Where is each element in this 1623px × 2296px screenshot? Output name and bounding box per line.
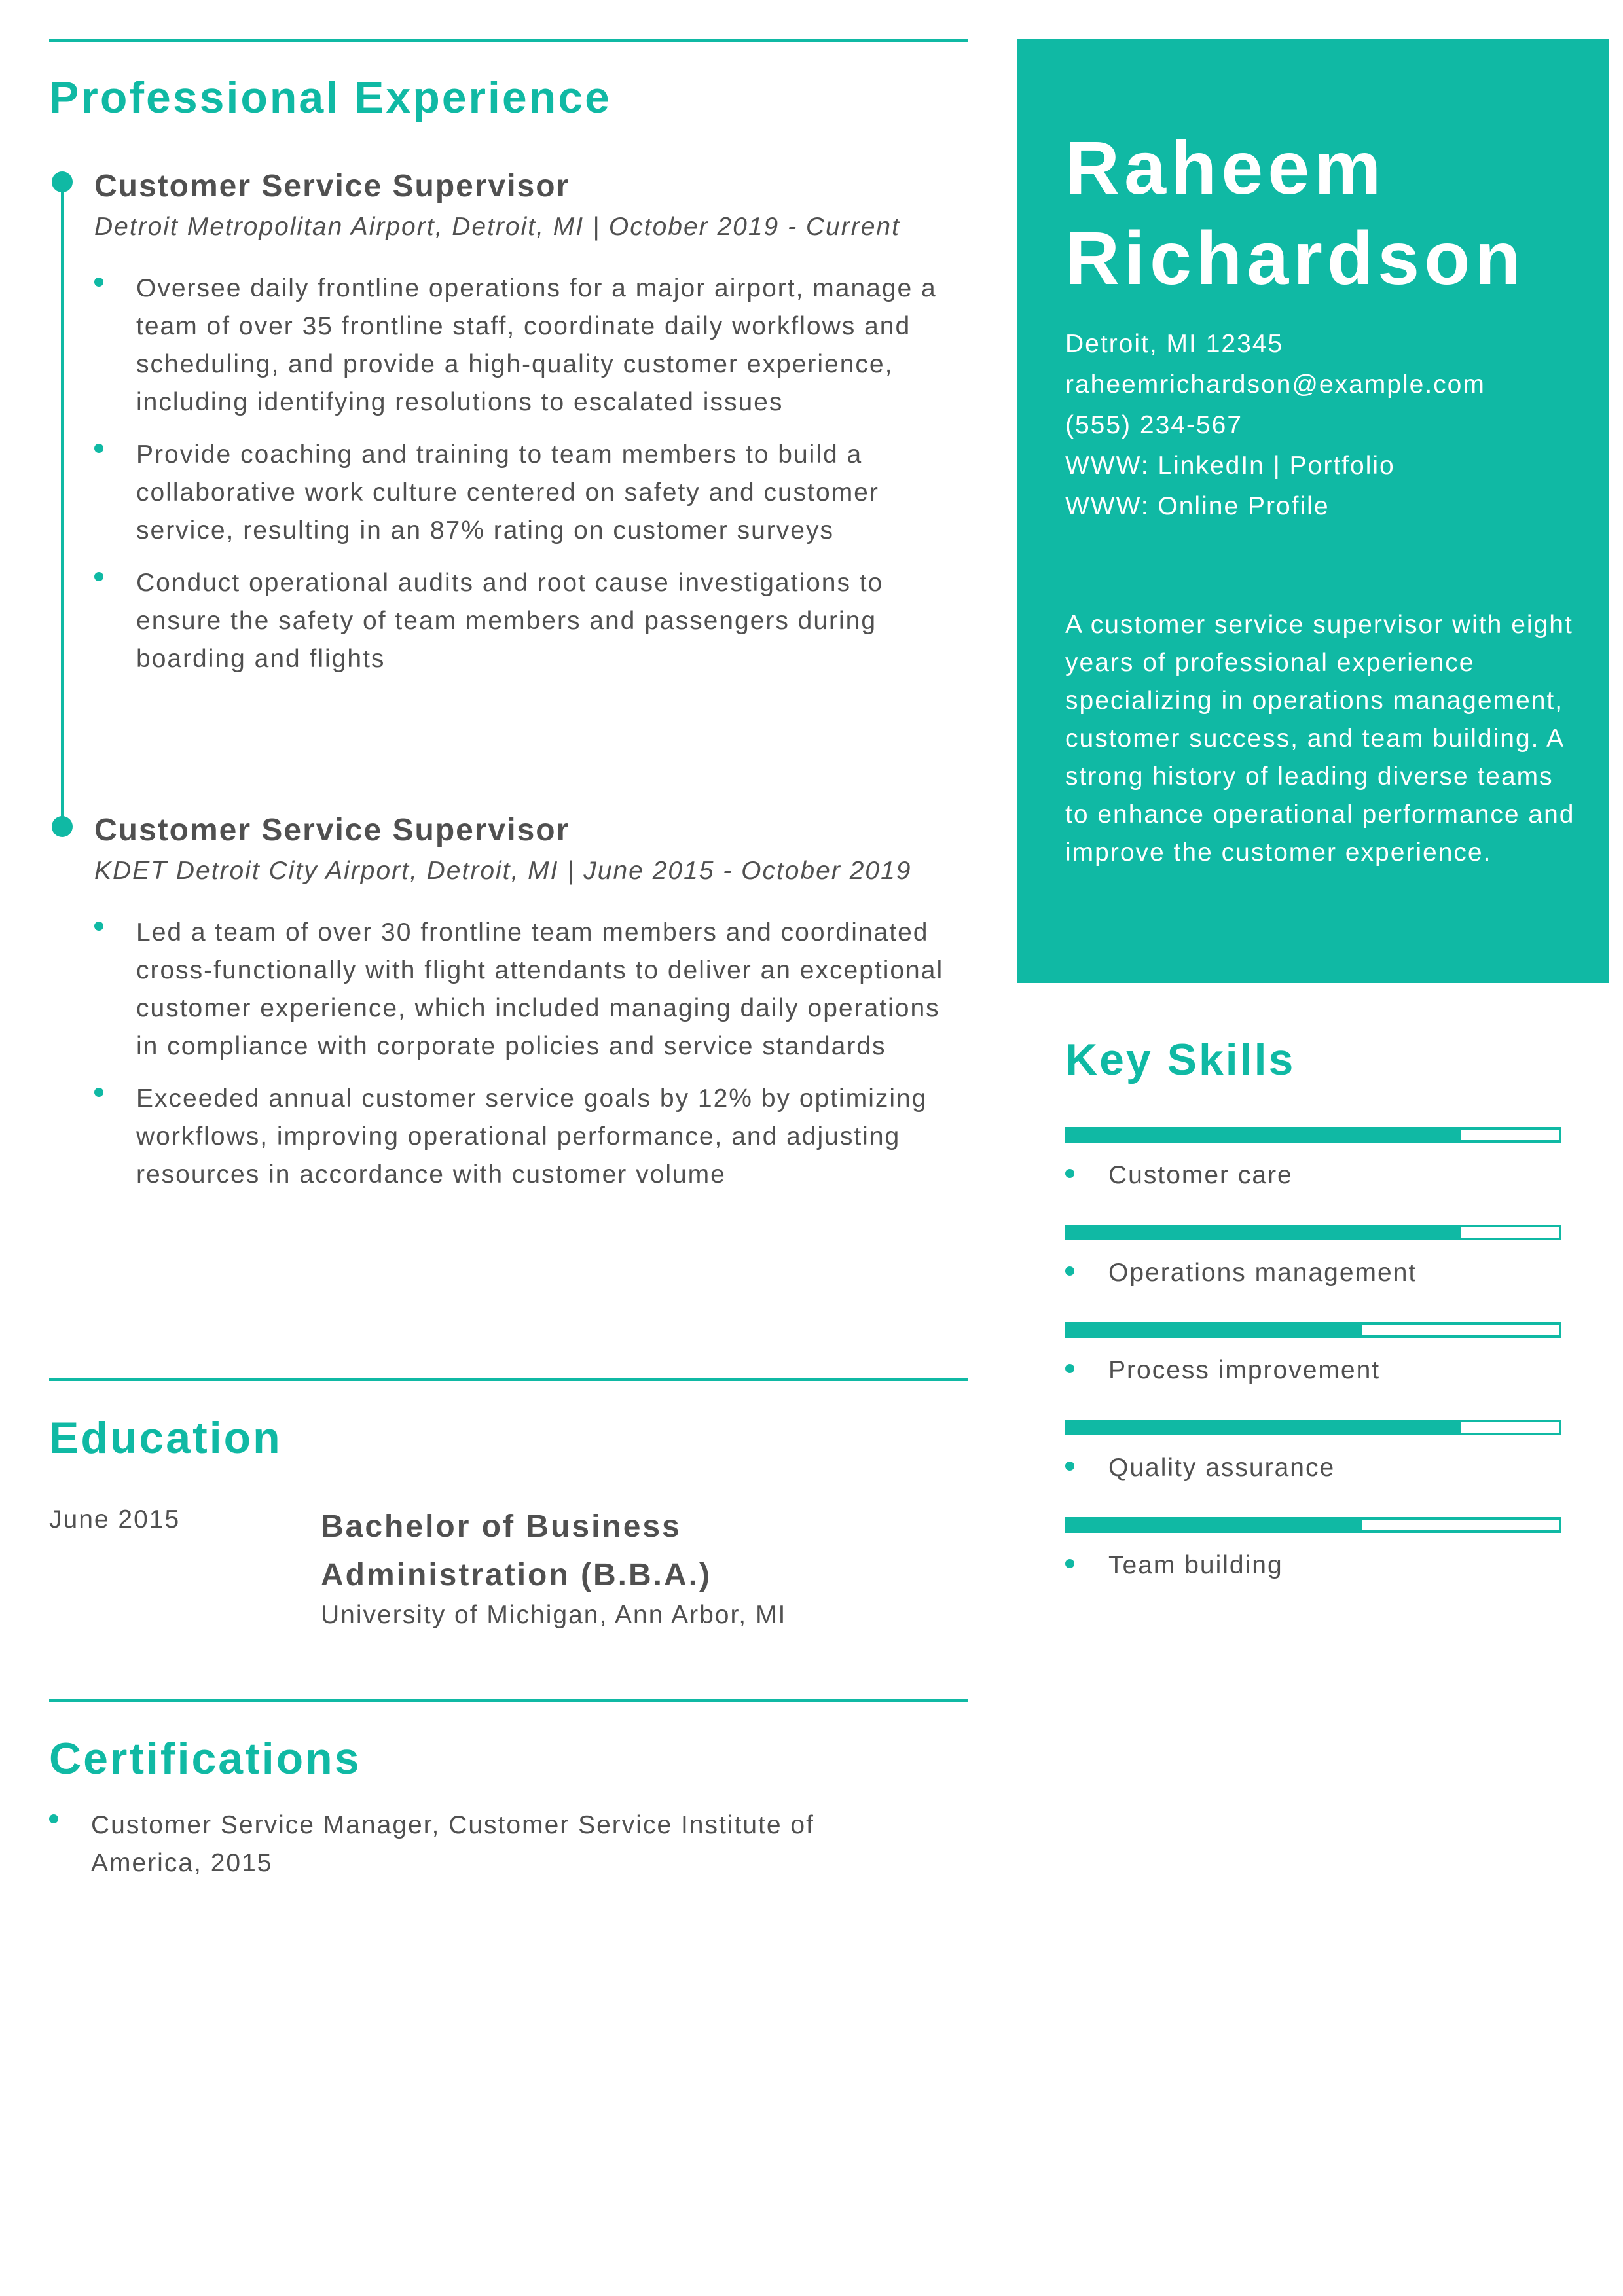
profile-panel [1017, 39, 1609, 983]
contact-info [1065, 324, 1486, 527]
skill-item [1065, 1225, 1563, 1287]
bullet-icon [94, 922, 103, 931]
skill-item [1065, 1322, 1563, 1385]
bullet-icon [49, 1814, 58, 1823]
skill-label: Customer care [1065, 1161, 1563, 1190]
skill-label: Team building [1065, 1551, 1563, 1580]
skill-level-bar [1065, 1225, 1561, 1240]
education-heading: Education [49, 1413, 282, 1463]
skill-item [1065, 1127, 1563, 1190]
divider [49, 39, 968, 42]
skill-label: Operations management [1065, 1259, 1563, 1287]
list-item: Exceeded annual customer service goals by 12% by optimizing workflows, improving operational performance, and adjusting resources in accordance with customer volume [94, 1080, 968, 1194]
divider [49, 1378, 968, 1381]
divider [49, 1699, 968, 1702]
job-meta: KDET Detroit City Airport, Detroit, MI | June 2015 - October 2019 [94, 857, 912, 885]
experience-heading: Professional Experience [49, 73, 611, 122]
skill-label: Process improvement [1065, 1356, 1563, 1385]
phone-text: (555) 234-567 [1065, 411, 1243, 439]
web-links[interactable]: WWW: LinkedIn | Portfolio [1065, 452, 1395, 480]
skill-level-fill [1068, 1520, 1362, 1530]
bullet-icon [94, 572, 103, 581]
list-item: Oversee daily frontline operations for a major airport, manage a team of over 35 frontline staff, coordinate daily workflows and scheduling, and provide a high-quality customer experience, including identifying resolutions to escalated issues [94, 270, 968, 422]
skill-level-bar [1065, 1420, 1561, 1435]
bullet-icon [94, 278, 103, 287]
bullet-icon [1065, 1169, 1074, 1178]
bullet-icon [94, 444, 103, 453]
skill-level-bar [1065, 1322, 1561, 1338]
education-degree: Bachelor of Business Administration (B.B.A.) [321, 1509, 712, 1592]
bullet-icon [1065, 1462, 1074, 1471]
skill-label: Quality assurance [1065, 1454, 1563, 1482]
education-date: June 2015 [49, 1505, 181, 1534]
job-entry-2 [94, 812, 968, 1208]
skill-level-fill [1068, 1130, 1461, 1140]
list-item: Provide coaching and training to team members to build a collaborative work culture centered on safety and customer service, resulting in an 87% rating on customer surveys [94, 436, 968, 550]
email-link[interactable]: raheemrichardson@example.com [1065, 370, 1486, 399]
timeline-line [61, 183, 64, 828]
bullet-icon [1065, 1559, 1074, 1568]
certifications-list [49, 1806, 922, 1897]
bullet-icon [1065, 1266, 1074, 1276]
profile-summary: A customer service supervisor with eight years of professional experience specializing in operations management, customer success, and team building. A strong history of leading diverse teams to enhance operational performance and improve the customer experience. [1065, 611, 1575, 867]
bullet-icon [94, 1088, 103, 1097]
timeline-dot [52, 816, 73, 837]
job-title: Customer Service Supervisor [94, 169, 570, 204]
job-entry-1 [94, 168, 968, 692]
skill-level-bar [1065, 1517, 1561, 1533]
location-text: Detroit, MI 12345 [1065, 330, 1284, 358]
skill-level-fill [1068, 1422, 1461, 1433]
timeline-dot [52, 171, 73, 192]
candidate-name: Raheem Richardson [1065, 126, 1525, 300]
bullet-icon [1065, 1364, 1074, 1373]
online-profile-link[interactable]: WWW: Online Profile [1065, 492, 1330, 520]
job-title: Customer Service Supervisor [94, 813, 570, 848]
list-item: Led a team of over 30 frontline team members and coordinated cross-functionally with flight attendants to deliver an exceptional customer experience, which included managing daily operations in compliance with corporate policies and service standards [94, 914, 968, 1066]
skill-level-fill [1068, 1227, 1461, 1238]
job-meta: Detroit Metropolitan Airport, Detroit, MI | October 2019 - Current [94, 213, 900, 241]
certifications-heading: Certifications [49, 1734, 361, 1784]
skill-level-fill [1068, 1325, 1362, 1335]
skill-level-bar [1065, 1127, 1561, 1143]
list-item: Conduct operational audits and root cause investigations to ensure the safety of team members and passengers during boarding and flights [94, 564, 968, 678]
education-school: University of Michigan, Ann Arbor, MI [321, 1601, 787, 1629]
skill-item [1065, 1517, 1563, 1580]
skills-heading: Key Skills [1065, 1035, 1296, 1085]
list-item: Customer Service Manager, Customer Service Institute of America, 2015 [49, 1806, 922, 1882]
skill-item [1065, 1420, 1563, 1482]
